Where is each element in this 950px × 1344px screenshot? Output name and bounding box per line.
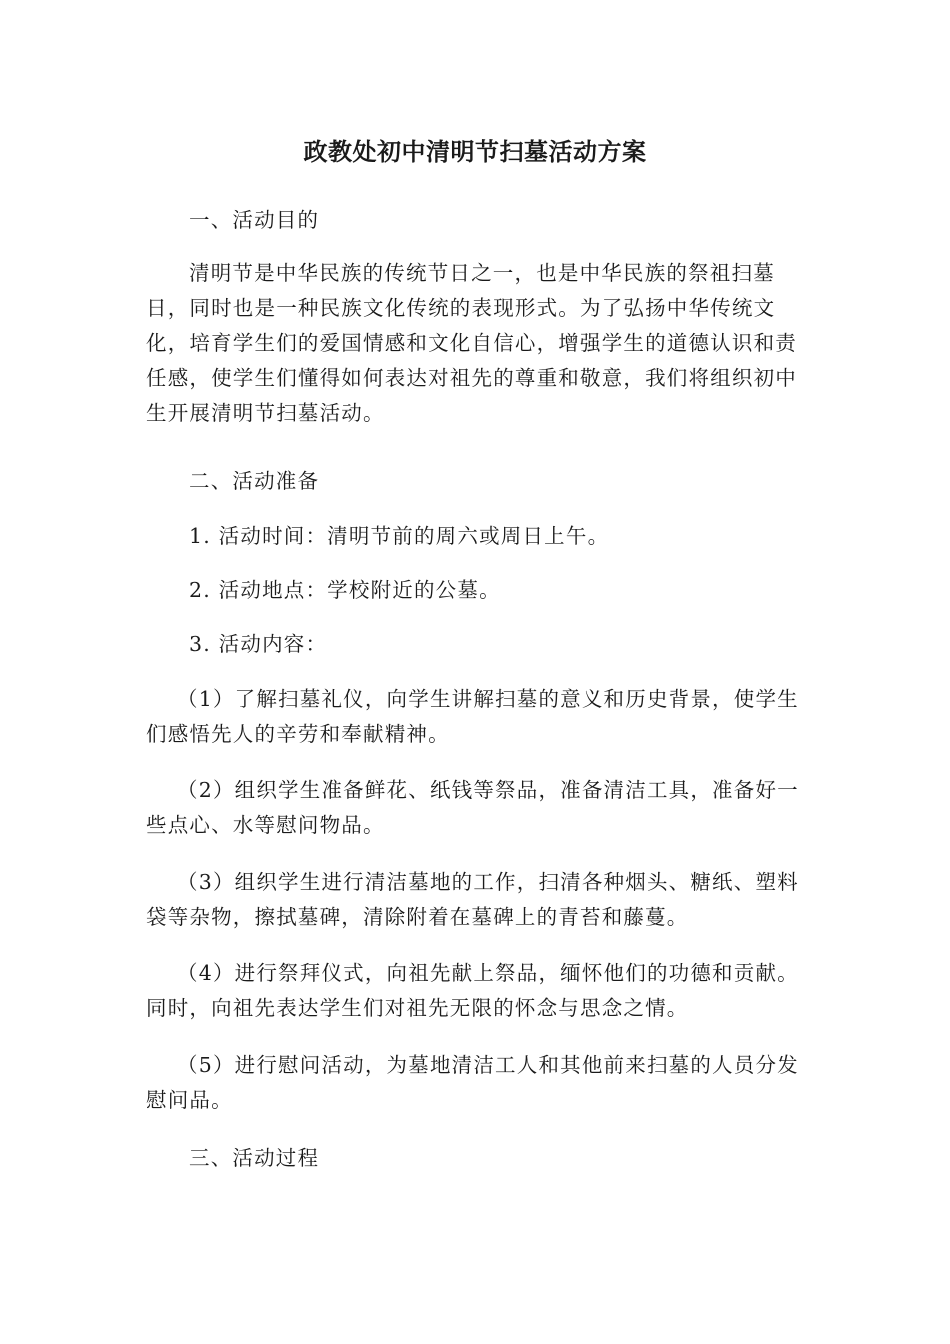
sub-item-ceremony: （4）进行祭拜仪式，向祖先献上祭品，缅怀他们的功德和贡献。同时，向祖先表达学生们对祖先无限的怀念与思念之情。 (146, 961, 799, 1020)
sub-item-preparation: （2）组织学生准备鲜花、纸钱等祭品，准备清洁工具，准备好一些点心、水等慰问物品。 (146, 778, 799, 837)
sub-item-condolence: （5）进行慰问活动，为墓地清洁工人和其他前来扫墓的人员分发慰问品。 (146, 1053, 799, 1112)
document-title: 政教处初中清明节扫墓活动方案 (303, 138, 647, 166)
list-item-content: 3. 活动内容： (189, 632, 328, 656)
section-heading-process: 三、活动过程 (189, 1146, 320, 1170)
sub-item-cleaning: （3）组织学生进行清洁墓地的工作，扫清各种烟头、糖纸、塑料袋等杂物，擦拭墓碑，清除附着在墓碑上的青苔和藤蔓。 (146, 870, 799, 929)
sub-item-etiquette: （1）了解扫墓礼仪，向学生讲解扫墓的意义和历史背景，使学生们感悟先人的辛劳和奉献精神。 (146, 687, 799, 746)
list-item-time: 1. 活动时间：清明节前的周六或周日上午。 (189, 524, 610, 548)
section-heading-purpose: 一、活动目的 (189, 208, 320, 232)
paragraph-purpose: 清明节是中华民族的传统节日之一，也是中华民族的祭祖扫墓日，同时也是一种民族文化传统的表现形式。为了弘扬中华传统文化，培育学生们的爱国情感和文化自信心，增强学生的道德认识和责任感，使学生们懂得如何表达对祖先的尊重和敬意，我们将组织初中生开展清明节扫墓活动。 (146, 261, 797, 425)
list-item-location: 2. 活动地点：学校附近的公墓。 (189, 578, 501, 602)
section-heading-preparation: 二、活动准备 (189, 469, 320, 493)
